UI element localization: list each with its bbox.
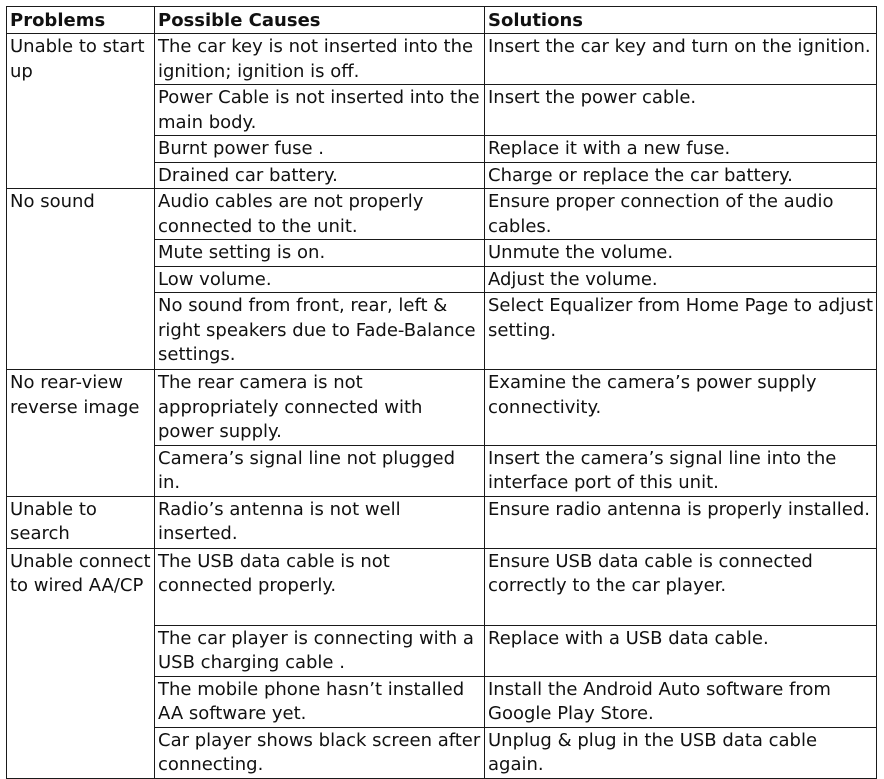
problem-cell: No sound [7,189,155,370]
solution-cell: Examine the camera’s power supply connectivity. [485,370,877,446]
solution-cell: Unplug & plug in the USB data cable again. [485,727,877,778]
table-header [7,7,877,34]
header-problems: Problems [7,7,155,34]
solution-cell: Ensure proper connection of the audio cables. [485,189,877,240]
cause-cell: The USB data cable is not connected properly. [155,548,485,625]
solution-cell: Charge or replace the car battery. [485,162,877,189]
table-body [7,34,877,779]
troubleshooting-table [6,6,877,779]
cause-cell: Car player shows black screen after connecting. [155,727,485,778]
table-row [7,496,877,548]
solution-cell: Insert the camera’s signal line into the interface port of this unit. [485,445,877,496]
problem-cell: Unable to search [7,496,155,548]
solution-cell: Replace with a USB data cable. [485,625,877,676]
solution-cell: Insert the power cable. [485,85,877,136]
problem-cell: Unable connect to wired AA/CP [7,548,155,778]
solution-cell: Insert the car key and turn on the ignition. [485,34,877,85]
cause-cell: The car key is not inserted into the ignition; ignition is off. [155,34,485,85]
cause-cell: Power Cable is not inserted into the main body. [155,85,485,136]
cause-cell: Audio cables are not properly connected to the unit. [155,189,485,240]
cause-cell: Mute setting is on. [155,240,485,267]
cause-cell: The rear camera is not appropriately connected with power supply. [155,370,485,446]
table-row [7,548,877,625]
solution-cell: Replace it with a new fuse. [485,136,877,163]
header-possible-causes: Possible Causes [155,7,485,34]
table-row [7,370,877,446]
cause-cell: Burnt power fuse . [155,136,485,163]
cause-cell: Drained car battery. [155,162,485,189]
table-row [7,189,877,240]
cause-cell: Camera’s signal line not plugged in. [155,445,485,496]
header-row [7,7,877,34]
solution-cell: Ensure USB data cable is connected correctly to the car player. [485,548,877,625]
cause-cell: The car player is connecting with a USB charging cable . [155,625,485,676]
problem-cell: No rear-view reverse image [7,370,155,497]
cause-cell: Radio’s antenna is not well inserted. [155,496,485,548]
header-solutions: Solutions [485,7,877,34]
solution-cell: Ensure radio antenna is properly installed. [485,496,877,548]
table-row [7,34,877,85]
solution-cell: Adjust the volume. [485,266,877,293]
solution-cell: Install the Android Auto software from Google Play Store. [485,676,877,727]
cause-cell: The mobile phone hasn’t installed AA software yet. [155,676,485,727]
solution-cell: Select Equalizer from Home Page to adjust setting. [485,293,877,370]
solution-cell: Unmute the volume. [485,240,877,267]
cause-cell: No sound from front, rear, left & right speakers due to Fade-Balance settings. [155,293,485,370]
cause-cell: Low volume. [155,266,485,293]
problem-cell: Unable to start up [7,34,155,189]
